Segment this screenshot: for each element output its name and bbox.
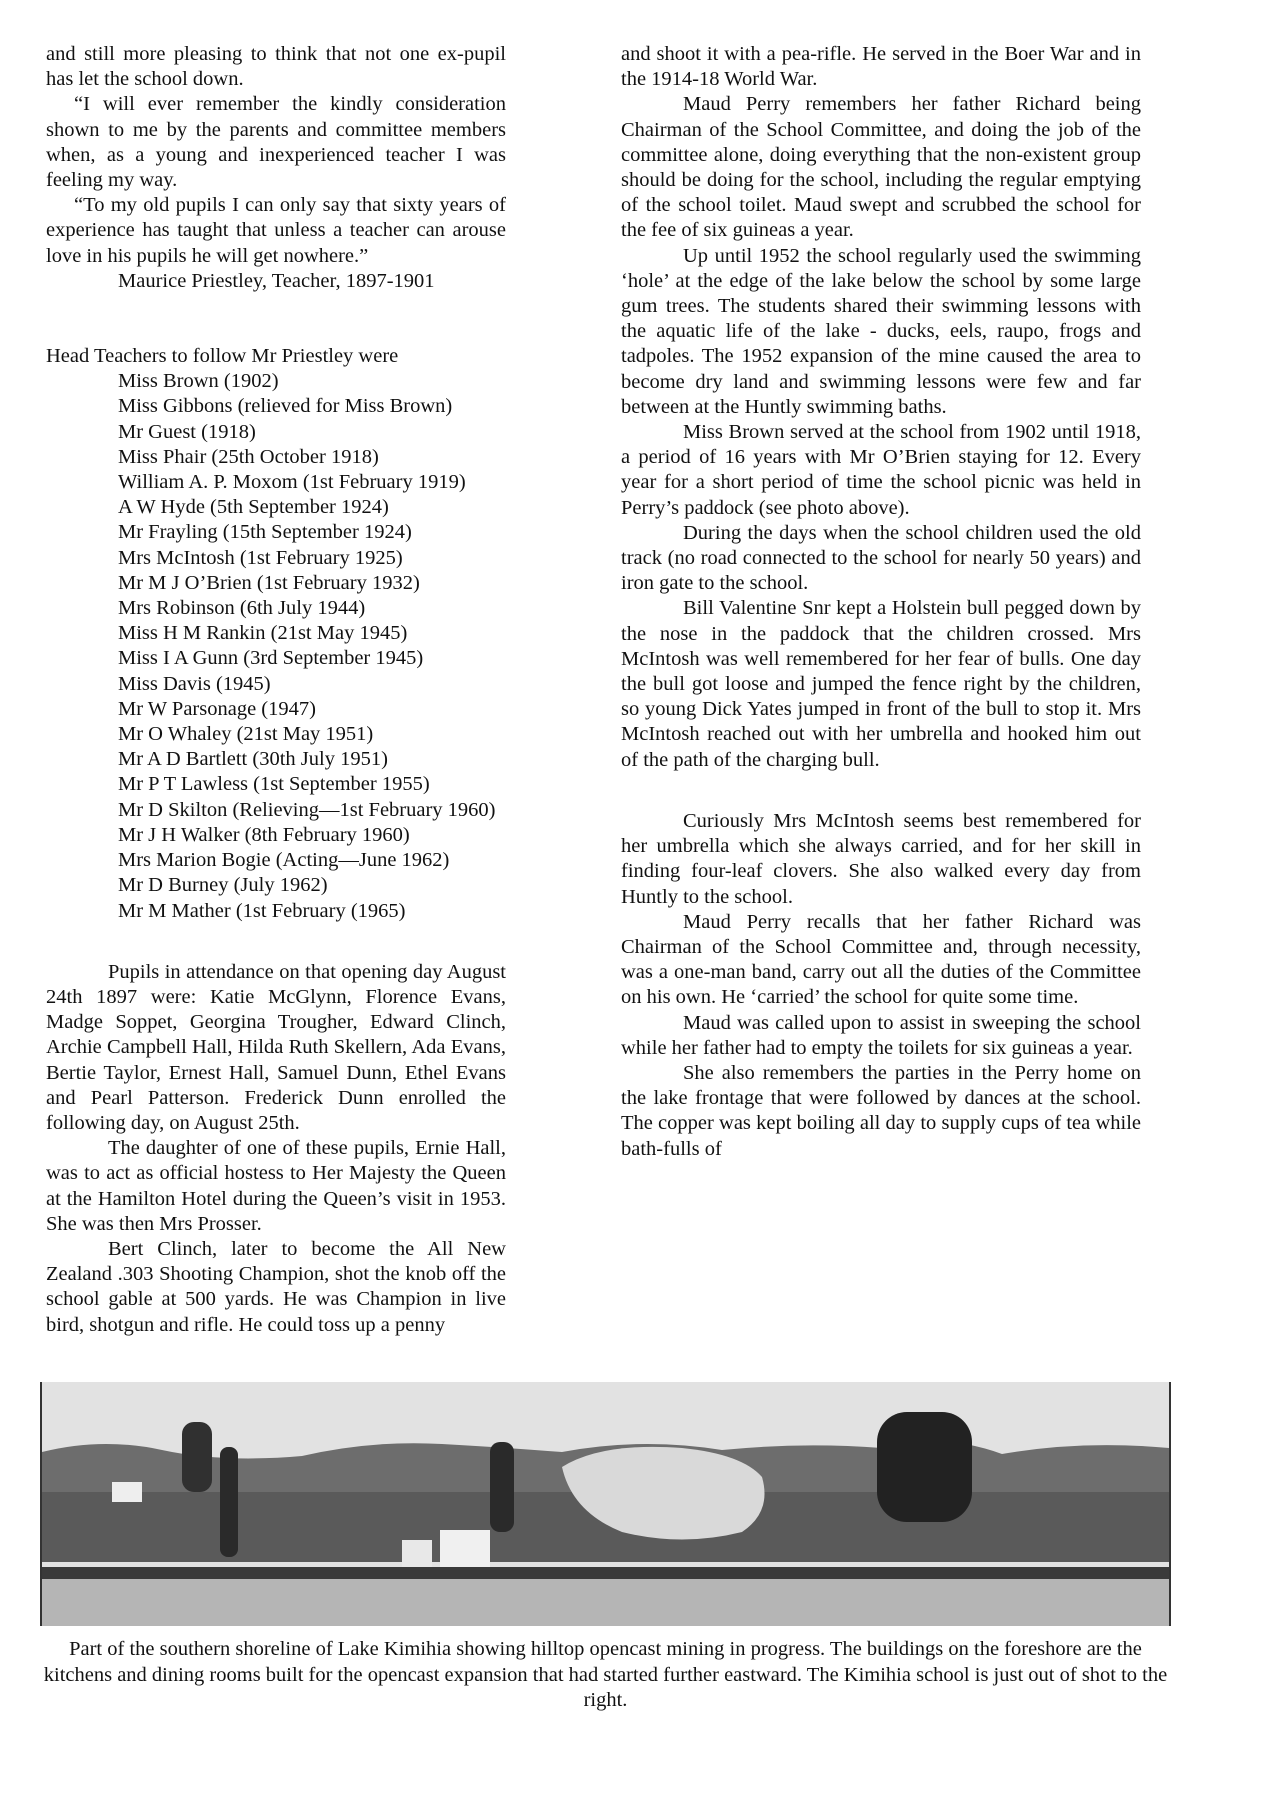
list-item: Mrs Marion Bogie (Acting—June 1962) (118, 849, 450, 872)
list-item: Mr D Skilton (Relieving—1st February 1960) (118, 798, 496, 821)
paragraph: Curiously Mrs McIntosh seems best remembered for her umbrella which she always carried, and for her skill in finding four-leaf clovers. She also walked every day from Huntly to the school. (621, 809, 1141, 908)
list-item: Mr M J O’Brien (1st February 1932) (118, 571, 420, 594)
paragraph: and still more pleasing to think that not one ex-pupil has let the school down. (46, 43, 506, 91)
list-item: Mr J H Walker (8th February 1960) (118, 823, 410, 846)
left-column (46, 42, 506, 1338)
quote-paragraph: “I will ever remember the kindly consideration shown to me by the parents and committee members when, as a young and inexperienced teacher I was feeling my way. (46, 93, 506, 192)
right-column (621, 42, 1141, 1162)
head-teachers-heading: Head Teachers to follow Mr Priestley were (46, 345, 399, 368)
paragraph: Bill Valentine Snr kept a Holstein bull pegged down by the nose in the paddock that the children crossed. Mrs McIntosh was well remembered for her fear of bulls. One day the bull got loose and jumped the fence right by the children, so young Dick Yates jumped in front of the bull to stop it. Mrs McIntosh reached out with her umbrella and hooked him out of the path of the charging bull. (621, 597, 1141, 771)
list-item: Mr A D Bartlett (30th July 1951) (118, 748, 388, 771)
list-item: Mr W Parsonage (1947) (118, 697, 316, 720)
paragraph-opening-day-pupils: Pupils in attendance on that opening day August 24th 1897 were: Katie McGlynn, Florence Evans, Madge Soppet, Georgina Trougher, Edward Clinch, Archie Campbell Hall, Hilda Ruth Skellern, Ada Evans, Bertie Taylor, Ernest Hall, Samuel Dunn, Ethel Evans and Pearl Patterson. Frederick Dunn enrolled the following day, on August 25th. (46, 960, 506, 1134)
paragraph: Maud was called upon to assist in sweeping the school while her father had to empty the toilets for six guineas a year. (621, 1011, 1141, 1059)
list-item: Miss Davis (1945) (118, 672, 271, 695)
list-item: Mr O Whaley (21st May 1951) (118, 723, 374, 746)
landscape-photo-icon (42, 1382, 1169, 1626)
list-item: Mr Frayling (15th September 1924) (118, 521, 412, 544)
list-item: Miss Phair (25th October 1918) (118, 445, 379, 468)
list-item: Mr D Burney (July 1962) (118, 874, 328, 897)
list-item: Mrs McIntosh (1st February 1925) (118, 546, 403, 569)
list-item: Miss H M Rankin (21st May 1945) (118, 622, 408, 645)
photo-caption: Part of the southern shoreline of Lake Kimihia showing hilltop opencast mining in progress. The buildings on the foreshore are the kitchens and dining rooms built for the opencast expansion that had started further eastward. The Kimihia school is just out of shot to the right. (43, 1638, 1168, 1711)
lake-kimihia-photo (40, 1382, 1171, 1626)
list-item: Mr Guest (1918) (118, 420, 256, 443)
paragraph: Bert Clinch, later to become the All New Zealand .303 Shooting Champion, shot the knob off the school gable at 500 yards. He was Champion in live bird, shotgun and rifle. He could toss up a penny (46, 1237, 506, 1336)
list-item: A W Hyde (5th September 1924) (118, 496, 389, 519)
paragraph: She also remembers the parties in the Perry home on the lake frontage that were followed by dances at the school. The copper was kept boiling all day to supply cups of tea while bath-fulls of (621, 1061, 1141, 1160)
paragraph: Maud Perry recalls that her father Richard was Chairman of the School Committee and, through necessity, was a one-man band, carry out all the duties of the Committee on his own. He ‘carried’ the school for quite some time. (621, 910, 1141, 1009)
list-item: Mr M Mather (1st February (1965) (118, 899, 406, 922)
paragraph: Up until 1952 the school regularly used the swimming ‘hole’ at the edge of the lake below the school by some large gum trees. The students shared their swimming lessons with the aquatic life of the lake - ducks, eels, raupo, frogs and tadpoles. The 1952 expansion of the mine caused the area to become dry land and swimming lessons were few and far between at the Huntly swimming baths. (621, 244, 1141, 418)
paragraph: and shoot it with a pea-rifle. He served in the Boer War and in the 1914-18 World War. (621, 43, 1141, 91)
paragraph: The daughter of one of these pupils, Ernie Hall, was to act as official hostess to Her Majesty the Queen at the Hamilton Hotel during the Queen’s visit in 1953. She was then Mrs Prosser. (46, 1137, 506, 1235)
list-item: Mr P T Lawless (1st September 1955) (118, 773, 430, 796)
quote-signature: Maurice Priestley, Teacher, 1897-1901 (118, 269, 435, 292)
paragraph: During the days when the school children used the old track (no road connected to the school for nearly 50 years) and iron gate to the school. (621, 521, 1141, 595)
list-item: Miss Gibbons (relieved for Miss Brown) (118, 395, 453, 418)
list-item: William A. P. Moxom (1st February 1919) (118, 471, 466, 494)
paragraph: Miss Brown served at the school from 1902 until 1918, a period of 16 years with Mr O’Brien staying for 12. Every year for a short period of time the school picnic was held in Perry’s paddock (see photo above). (621, 421, 1141, 519)
head-teachers-list (46, 369, 506, 923)
paragraph: Maud Perry remembers her father Richard being Chairman of the School Committee, and doing the job of the committee alone, doing everything that the non-existent group should be doing for the school, including the regular emptying of the school toilet. Maud swept and scrubbed the school for the fee of six guineas a year. (621, 93, 1141, 242)
list-item: Miss Brown (1902) (118, 370, 279, 393)
list-item: Mrs Robinson (6th July 1944) (118, 597, 366, 620)
list-item: Miss I A Gunn (3rd September 1945) (118, 647, 424, 670)
quote-paragraph: “To my old pupils I can only say that sixty years of experience has taught that unless a teacher can arouse love in his pupils he will get nowhere.” (46, 194, 506, 267)
